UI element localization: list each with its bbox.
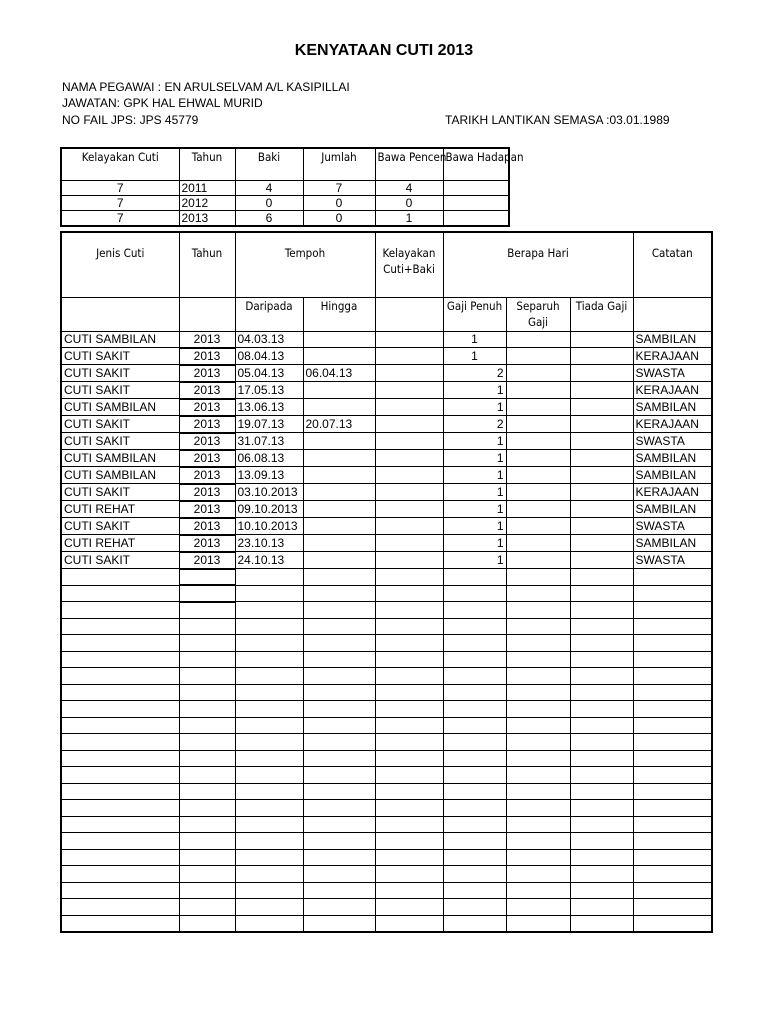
summary-cell-kelayakan: 7 — [61, 211, 179, 227]
summary-row — [61, 211, 509, 227]
cell-kelayakan — [375, 501, 443, 518]
cell-gaji-penuh: 1 — [443, 399, 506, 416]
cell-daripada: 08.04.13 — [235, 348, 303, 365]
cell-tiada-gaji — [570, 348, 633, 365]
cell-gaji-penuh: 1 — [443, 535, 506, 552]
cell-separuh-gaji — [506, 552, 570, 569]
summary-cell-bawa-hadapan — [443, 196, 509, 211]
cell-tahun: 2013 — [179, 450, 235, 467]
summary-header-row — [61, 148, 509, 181]
cell-daripada: 31.07.13 — [235, 433, 303, 450]
cell-kelayakan — [375, 552, 443, 569]
cell-tiada-gaji — [570, 416, 633, 433]
header-tempoh: Tempoh — [235, 232, 375, 297]
cell-tahun: 2013 — [179, 433, 235, 450]
cell-tiada-gaji — [570, 433, 633, 450]
cell-tahun: 2013 — [179, 518, 235, 535]
leave-header-row-2 — [61, 297, 712, 331]
summary-cell-jumlah: 7 — [303, 181, 375, 196]
table-row — [61, 501, 712, 518]
empty-row — [61, 800, 712, 817]
table-row — [61, 433, 712, 450]
cell-separuh-gaji — [506, 399, 570, 416]
empty-row — [61, 899, 712, 916]
cell-separuh-gaji — [506, 518, 570, 535]
table-row — [61, 348, 712, 365]
summary-header-bawa-hadapan: Bawa Hadapan — [443, 148, 509, 181]
empty-row — [61, 651, 712, 668]
header-hingga: Hingga — [303, 297, 375, 331]
cell-catatan: SAMBILAN — [633, 467, 712, 484]
cell-tiada-gaji — [570, 399, 633, 416]
table-row — [61, 399, 712, 416]
cell-jenis-cuti: CUTI SAKIT — [61, 484, 179, 501]
empty-row — [61, 915, 712, 932]
cell-tiada-gaji — [570, 331, 633, 348]
employee-name: NAMA PEGAWAI : EN ARULSELVAM A/L KASIPILLAI — [62, 80, 350, 94]
cell-catatan: SWASTA — [633, 518, 712, 535]
cell-kelayakan — [375, 433, 443, 450]
empty-row — [61, 866, 712, 883]
cell-tiada-gaji — [570, 518, 633, 535]
cell-tiada-gaji — [570, 552, 633, 569]
cell-gaji-penuh: 1 — [443, 331, 506, 348]
cell-separuh-gaji — [506, 450, 570, 467]
summary-cell-bawa-pencen: 0 — [375, 196, 443, 211]
cell-hingga — [303, 518, 375, 535]
employee-position: JAWATAN: GPK HAL EHWAL MURID — [62, 96, 263, 110]
summary-cell-bawa-hadapan — [443, 211, 509, 227]
cell-separuh-gaji — [506, 484, 570, 501]
cell-daripada: 23.10.13 — [235, 535, 303, 552]
cell-kelayakan — [375, 365, 443, 382]
summary-cell-jumlah: 0 — [303, 211, 375, 227]
cell-daripada: 13.06.13 — [235, 399, 303, 416]
cell-jenis-cuti: CUTI SAKIT — [61, 433, 179, 450]
cell-jenis-cuti: CUTI SAKIT — [61, 416, 179, 433]
cell-tiada-gaji — [570, 501, 633, 518]
cell-kelayakan — [375, 331, 443, 348]
cell-tiada-gaji — [570, 382, 633, 399]
cell-separuh-gaji — [506, 416, 570, 433]
cell-gaji-penuh: 1 — [443, 552, 506, 569]
cell-catatan: KERAJAAN — [633, 484, 712, 501]
cell-gaji-penuh: 1 — [443, 518, 506, 535]
summary-header-baki: Baki — [235, 148, 303, 181]
cell-hingga — [303, 552, 375, 569]
summary-cell-jumlah: 0 — [303, 196, 375, 211]
table-row — [61, 382, 712, 399]
cell-tahun: 2013 — [179, 501, 235, 518]
page-title: KENYATAAN CUTI 2013 — [294, 42, 474, 59]
cell-gaji-penuh: 2 — [443, 365, 506, 382]
header-daripada: Daripada — [235, 297, 303, 331]
empty-row — [61, 849, 712, 866]
empty-row — [61, 767, 712, 784]
cell-kelayakan — [375, 416, 443, 433]
empty-row — [61, 618, 712, 635]
table-row — [61, 552, 712, 569]
cell-separuh-gaji — [506, 535, 570, 552]
cell-daripada: 19.07.13 — [235, 416, 303, 433]
cell-tahun: 2013 — [179, 348, 235, 365]
summary-row — [61, 196, 509, 211]
summary-cell-tahun: 2011 — [179, 181, 235, 196]
empty-row — [61, 684, 712, 701]
leave-header-row-1 — [61, 232, 712, 297]
cell-hingga — [303, 501, 375, 518]
cell-hingga — [303, 467, 375, 484]
empty-row — [61, 734, 712, 751]
cell-jenis-cuti: CUTI REHAT — [61, 501, 179, 518]
cell-separuh-gaji — [506, 382, 570, 399]
cell-hingga: 20.07.13 — [303, 416, 375, 433]
summary-header-jumlah: Jumlah — [303, 148, 375, 181]
cell-catatan: SWASTA — [633, 433, 712, 450]
cell-daripada: 09.10.2013 — [235, 501, 303, 518]
table-row — [61, 416, 712, 433]
cell-jenis-cuti: CUTI SAKIT — [61, 518, 179, 535]
appointment-date: TARIKH LANTIKAN SEMASA :03.01.1989 — [445, 113, 670, 127]
cell-kelayakan — [375, 399, 443, 416]
cell-catatan: SAMBILAN — [633, 399, 712, 416]
summary-header-kelayakan: Kelayakan Cuti — [61, 148, 179, 181]
cell-hingga: 06.04.13 — [303, 365, 375, 382]
cell-tahun: 2013 — [179, 535, 235, 552]
cell-separuh-gaji — [506, 501, 570, 518]
cell-tiada-gaji — [570, 467, 633, 484]
table-row — [61, 535, 712, 552]
cell-gaji-penuh: 1 — [443, 382, 506, 399]
table-row — [61, 484, 712, 501]
cell-daripada: 24.10.13 — [235, 552, 303, 569]
table-row — [61, 518, 712, 535]
cell-tahun: 2013 — [179, 467, 235, 484]
cell-hingga — [303, 535, 375, 552]
cell-jenis-cuti: CUTI SAKIT — [61, 552, 179, 569]
cell-gaji-penuh: 1 — [443, 467, 506, 484]
empty-row — [61, 569, 712, 586]
summary-cell-baki: 6 — [235, 211, 303, 227]
cell-tahun: 2013 — [179, 416, 235, 433]
cell-tahun: 2013 — [179, 399, 235, 416]
cell-kelayakan — [375, 348, 443, 365]
cell-tiada-gaji — [570, 365, 633, 382]
cell-catatan: KERAJAAN — [633, 416, 712, 433]
table-row — [61, 365, 712, 382]
cell-tahun: 2013 — [179, 382, 235, 399]
cell-catatan: SAMBILAN — [633, 501, 712, 518]
header-kelayakan: Kelayakan Cuti+Baki — [375, 232, 443, 297]
cell-hingga — [303, 484, 375, 501]
cell-gaji-penuh: 2 — [443, 416, 506, 433]
cell-catatan: SAMBILAN — [633, 331, 712, 348]
cell-kelayakan — [375, 382, 443, 399]
cell-jenis-cuti: CUTI SAMBILAN — [61, 467, 179, 484]
cell-daripada: 10.10.2013 — [235, 518, 303, 535]
cell-jenis-cuti: CUTI SAKIT — [61, 382, 179, 399]
cell-catatan: SWASTA — [633, 365, 712, 382]
cell-kelayakan — [375, 484, 443, 501]
leave-record-table — [60, 231, 713, 933]
cell-hingga — [303, 331, 375, 348]
cell-daripada: 05.04.13 — [235, 365, 303, 382]
cell-separuh-gaji — [506, 433, 570, 450]
cell-daripada: 13.09.13 — [235, 467, 303, 484]
cell-gaji-penuh: 1 — [443, 501, 506, 518]
cell-tahun: 2013 — [179, 365, 235, 382]
table-row — [61, 331, 712, 348]
cell-gaji-penuh: 1 — [443, 450, 506, 467]
cell-gaji-penuh: 1 — [443, 433, 506, 450]
cell-daripada: 04.03.13 — [235, 331, 303, 348]
summary-cell-baki: 0 — [235, 196, 303, 211]
cell-daripada: 03.10.2013 — [235, 484, 303, 501]
cell-catatan: SAMBILAN — [633, 450, 712, 467]
empty-row — [61, 635, 712, 652]
cell-separuh-gaji — [506, 467, 570, 484]
cell-tahun: 2013 — [179, 552, 235, 569]
cell-tiada-gaji — [570, 535, 633, 552]
cell-daripada: 17.05.13 — [235, 382, 303, 399]
cell-separuh-gaji — [506, 331, 570, 348]
header-tahun: Tahun — [179, 232, 235, 297]
cell-catatan: SWASTA — [633, 552, 712, 569]
cell-hingga — [303, 382, 375, 399]
summary-cell-kelayakan: 7 — [61, 196, 179, 211]
summary-cell-kelayakan: 7 — [61, 181, 179, 196]
header-gaji-penuh: Gaji Penuh — [443, 297, 506, 331]
summary-header-tahun: Tahun — [179, 148, 235, 181]
empty-row — [61, 717, 712, 734]
cell-kelayakan — [375, 518, 443, 535]
summary-cell-tahun: 2012 — [179, 196, 235, 211]
empty-row — [61, 602, 712, 619]
cell-jenis-cuti: CUTI REHAT — [61, 535, 179, 552]
empty-row — [61, 750, 712, 767]
empty-row — [61, 833, 712, 850]
cell-hingga — [303, 433, 375, 450]
cell-catatan: KERAJAAN — [633, 348, 712, 365]
empty-row — [61, 668, 712, 685]
empty-row — [61, 585, 712, 602]
cell-hingga — [303, 450, 375, 467]
cell-gaji-penuh: 1 — [443, 484, 506, 501]
summary-cell-baki: 4 — [235, 181, 303, 196]
cell-gaji-penuh: 1 — [443, 348, 506, 365]
cell-hingga — [303, 348, 375, 365]
cell-kelayakan — [375, 467, 443, 484]
cell-separuh-gaji — [506, 365, 570, 382]
table-row — [61, 450, 712, 467]
summary-row — [61, 181, 509, 196]
cell-tiada-gaji — [570, 450, 633, 467]
cell-tiada-gaji — [570, 484, 633, 501]
cell-jenis-cuti: CUTI SAKIT — [61, 365, 179, 382]
cell-catatan: SAMBILAN — [633, 535, 712, 552]
cell-daripada: 06.08.13 — [235, 450, 303, 467]
file-number: NO FAIL JPS: JPS 45779 — [62, 113, 199, 127]
leave-summary-table — [60, 147, 524, 227]
cell-catatan: KERAJAAN — [633, 382, 712, 399]
summary-cell-bawa-pencen: 4 — [375, 181, 443, 196]
empty-row — [61, 882, 712, 899]
cell-jenis-cuti: CUTI SAMBILAN — [61, 331, 179, 348]
summary-cell-bawa-hadapan — [443, 181, 509, 196]
cell-jenis-cuti: CUTI SAKIT — [61, 348, 179, 365]
empty-row — [61, 701, 712, 718]
cell-kelayakan — [375, 450, 443, 467]
table-row — [61, 467, 712, 484]
header-berapa-hari: Berapa Hari — [443, 232, 633, 297]
header-catatan: Catatan — [633, 232, 712, 297]
cell-jenis-cuti: CUTI SAMBILAN — [61, 399, 179, 416]
header-jenis-cuti: Jenis Cuti — [61, 232, 179, 297]
empty-row — [61, 816, 712, 833]
header-tiada-gaji: Tiada Gaji — [570, 297, 633, 331]
cell-kelayakan — [375, 535, 443, 552]
summary-cell-bawa-pencen: 1 — [375, 211, 443, 227]
cell-tahun: 2013 — [179, 484, 235, 501]
summary-header-bawa-pencen: Bawa Pencen — [375, 148, 443, 181]
cell-separuh-gaji — [506, 348, 570, 365]
cell-tahun: 2013 — [179, 331, 235, 348]
header-separuh-gaji: Separuh Gaji — [506, 297, 570, 331]
empty-row — [61, 783, 712, 800]
cell-jenis-cuti: CUTI SAMBILAN — [61, 450, 179, 467]
summary-cell-tahun: 2013 — [179, 211, 235, 227]
cell-hingga — [303, 399, 375, 416]
